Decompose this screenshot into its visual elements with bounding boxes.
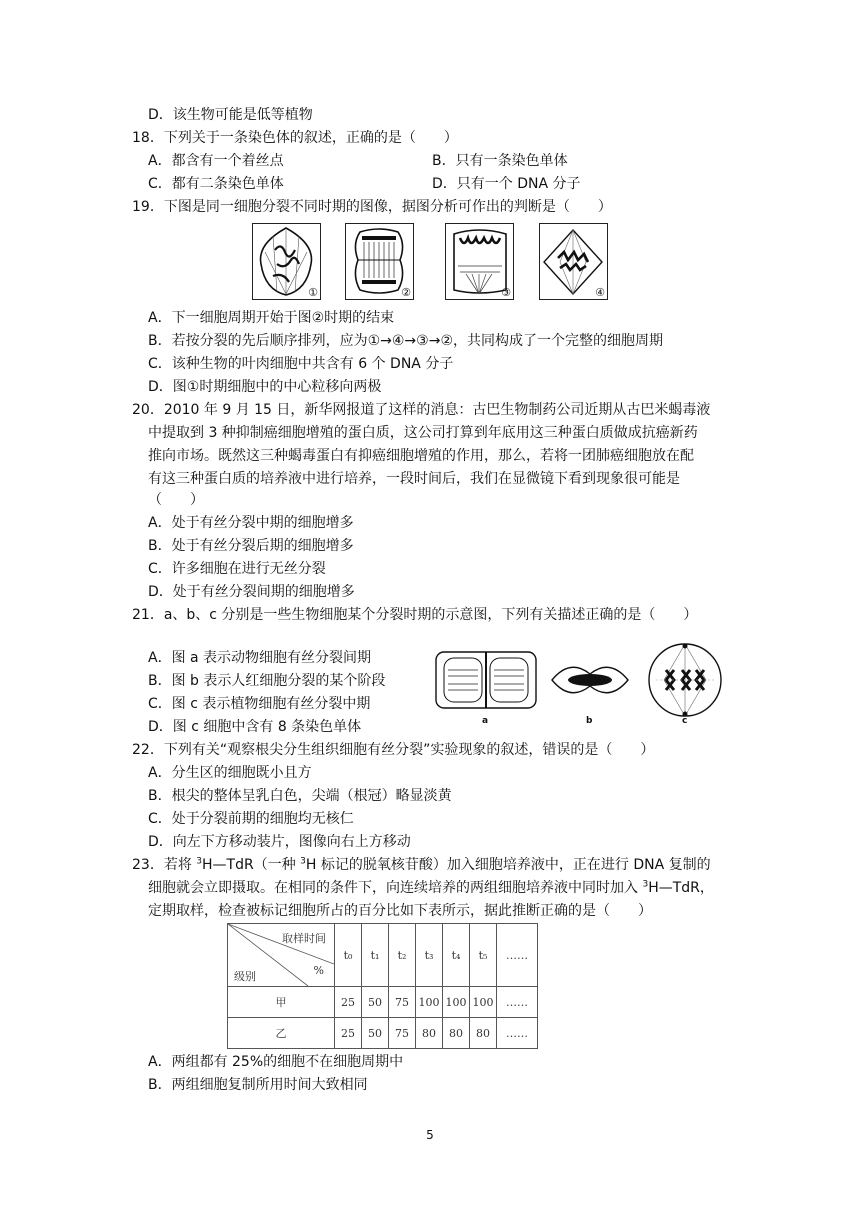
superscript-3: 3 <box>196 856 202 867</box>
table-cell: 50 <box>362 1018 389 1049</box>
cell-label-1: ① <box>308 286 318 299</box>
q23-text-1c: H 标记的脱氧核苷酸）加入细胞培养液中，正在进行 DNA 复制的 <box>305 857 711 873</box>
table-cell: 100 <box>443 987 470 1018</box>
q23-text-2b: H—TdR， <box>648 880 714 896</box>
header-t2: t₂ <box>389 924 416 987</box>
question-23-line-3: 定期取样，检查被标记细胞所占的百分比如下表所示，据此推断正确的是（ ） <box>148 903 652 919</box>
fig21-label-c: c <box>682 716 688 726</box>
table-cell: 75 <box>389 1018 416 1049</box>
table-cell-ellipsis: …… <box>497 1018 538 1049</box>
cell-figure-2 <box>345 223 414 300</box>
q19-option-b: B．若按分裂的先后顺序排列，应为①→④→③→②，共同构成了一个完整的细胞周期 <box>148 333 663 349</box>
question-21: 21．a、b、c 分别是一些生物细胞某个分裂时期的示意图，下列有关描述正确的是（ ） <box>132 607 698 623</box>
q22-option-b: B．根尖的整体呈乳白色，尖端（根冠）略显淡黄 <box>148 788 452 804</box>
cell-label-3: ③ <box>501 286 511 299</box>
superscript-3: 3 <box>300 856 306 867</box>
q20-option-d: D．处于有丝分裂间期的细胞增多 <box>148 584 355 600</box>
cell-figure-4 <box>539 223 608 300</box>
q18-option-d: D．只有一个 DNA 分子 <box>432 176 581 192</box>
q23-text-1b: H—TdR（一种 <box>202 857 301 873</box>
table-cell: 80 <box>443 1018 470 1049</box>
table-cell: 25 <box>335 1018 362 1049</box>
cell-figure-1 <box>252 223 321 300</box>
q20-option-b: B．处于有丝分裂后期的细胞增多 <box>148 538 354 554</box>
table-cell: 75 <box>389 987 416 1018</box>
table-row <box>228 987 538 1018</box>
table-cell: 100 <box>470 987 497 1018</box>
cell-label-2: ② <box>401 286 411 299</box>
q22-option-a: A．分生区的细胞既小且方 <box>148 765 312 781</box>
fig21-label-a: a <box>482 716 489 726</box>
table-row <box>228 1018 538 1049</box>
question-20-line-2: 中提取到 3 种抑制癌细胞增殖的蛋白质，这公司打算到年底用这三种蛋白质做成抗癌新药 <box>148 425 698 441</box>
table-cell: 80 <box>470 1018 497 1049</box>
cell-label-4: ④ <box>595 286 605 299</box>
question-22: 22．下列有关“观察根尖分生组织细胞有丝分裂”实验现象的叙述，错误的是（ ） <box>132 742 655 758</box>
header-t1: t₁ <box>362 924 389 987</box>
question-23-line-1 <box>132 855 711 875</box>
corner-mid-label: % <box>313 964 324 977</box>
q22-option-c: C．处于分裂前期的细胞均无核仁 <box>148 811 354 827</box>
question-23-line-2 <box>148 878 714 898</box>
row-label: 甲 <box>228 987 335 1018</box>
q23-option-b: B．两组细胞复制所用时间大致相同 <box>148 1077 368 1093</box>
q18-option-b: B．只有一条染色单体 <box>432 153 568 169</box>
question-20-line-3: 推向市场。既然这三种蝎毒蛋白有抑癌细胞增殖的作用，那么，若将一团肺癌细胞放在配 <box>148 448 694 464</box>
q21-option-a: A．图 a 表示动物细胞有丝分裂间期 <box>148 650 372 666</box>
q23-text-2a: 细胞就会立即摄取。在相同的条件下，向连续培养的两组细胞培养液中同时加入 <box>148 880 643 896</box>
q21-option-b: B．图 b 表示人红细胞分裂的某个阶段 <box>148 673 386 689</box>
question-18: 18．下列关于一条染色体的叙述，正确的是（ ） <box>132 130 458 146</box>
header-t0: t₀ <box>335 924 362 987</box>
table-cell: 50 <box>362 987 389 1018</box>
corner-top-label: 取样时间 <box>282 932 326 945</box>
fig21-label-b: b <box>586 716 593 726</box>
table-cell: 80 <box>416 1018 443 1049</box>
q18-option-c: C．都有二条染色单体 <box>148 176 284 192</box>
q19-option-c: C．该种生物的叶肉细胞中共含有 6 个 DNA 分子 <box>148 356 454 372</box>
q19-option-a: A．下一细胞周期开始于图②时期的结束 <box>148 310 395 326</box>
q23-text-1a: 23．若将 <box>132 857 197 873</box>
header-t4: t₄ <box>443 924 470 987</box>
question-20-line-4: 有这三种蛋白质的培养液中进行培养，一段时间后，我们在显微镜下看到现象很可能是 <box>148 471 680 487</box>
q20-option-a: A．处于有丝分裂中期的细胞增多 <box>148 515 354 531</box>
q21-option-c: C．图 c 表示植物细胞有丝分裂中期 <box>148 696 371 712</box>
option-d-q17: D．该生物可能是低等植物 <box>148 107 313 123</box>
q21-option-d: D．图 c 细胞中含有 8 条染色单体 <box>148 719 362 735</box>
question-20-line-1: 20．2010 年 9 月 15 日，新华网报道了这样的消息：古巴生物制药公司近期从古巴米蝎毒液 <box>132 402 711 418</box>
q18-option-a: A．都含有一个着丝点 <box>148 153 284 169</box>
cell-figure-3 <box>445 223 514 300</box>
label-table <box>227 923 538 1049</box>
q20-option-c: C．许多细胞在进行无丝分裂 <box>148 561 326 577</box>
q22-option-d: D．向左下方移动装片，图像向右上方移动 <box>148 834 411 850</box>
page-number: 5 <box>426 1128 434 1142</box>
superscript-3: 3 <box>642 879 649 890</box>
table-cell: 100 <box>416 987 443 1018</box>
figure-21 <box>430 640 730 730</box>
q19-option-d: D．图①时期细胞中的中心粒移向两极 <box>148 379 382 395</box>
q23-option-a: A．两组都有 25%的细胞不在细胞周期中 <box>148 1054 404 1070</box>
table-corner-cell <box>228 924 335 987</box>
table-cell: 25 <box>335 987 362 1018</box>
question-19: 19．下图是同一细胞分裂不同时期的图像，据图分析可作出的判断是（ ） <box>132 199 612 215</box>
corner-bottom-label: 级别 <box>234 970 256 983</box>
header-t5: t₅ <box>470 924 497 987</box>
question-20-line-5: （ ） <box>148 492 204 508</box>
header-ellipsis: …… <box>497 924 538 987</box>
header-t3: t₃ <box>416 924 443 987</box>
row-label: 乙 <box>228 1018 335 1049</box>
table-cell-ellipsis: …… <box>497 987 538 1018</box>
